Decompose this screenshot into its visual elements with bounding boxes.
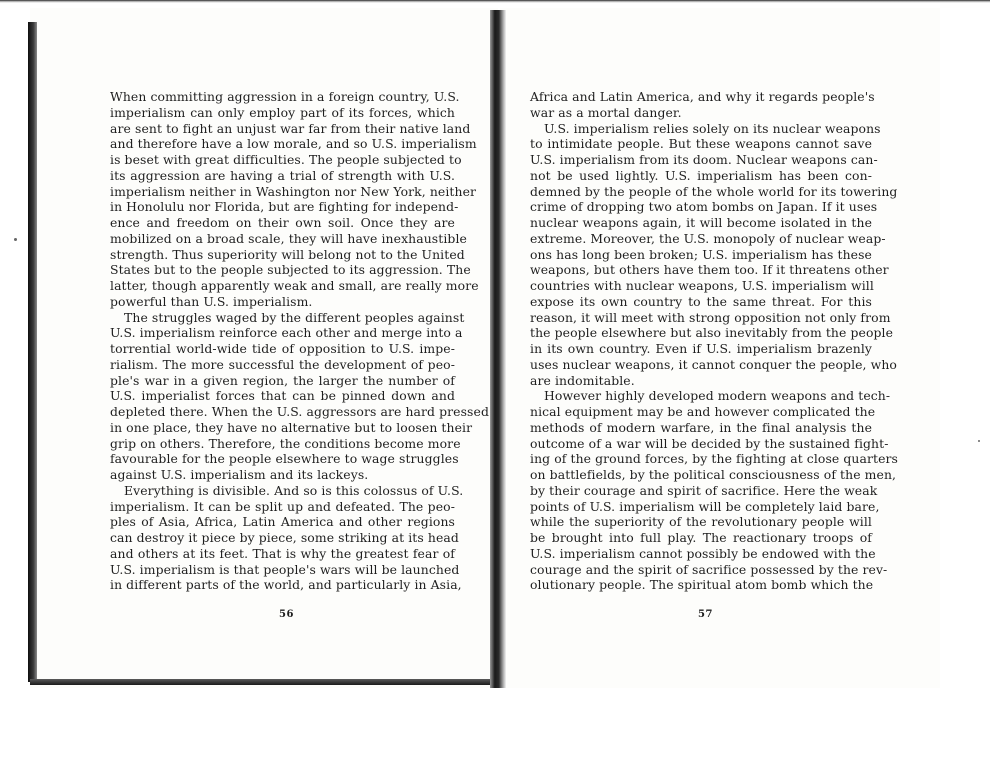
scan-speck — [978, 440, 980, 442]
text-line: the people elsewhere but also inevitably from the people — [530, 325, 894, 341]
text-line: outcome of a war will be decided by the sustained fight- — [530, 435, 889, 451]
text-line: is beset with great difficulties. The people subjected to — [110, 152, 462, 167]
text-line: demned by the people of the whole world for its towering — [530, 183, 898, 199]
text-line: while the superiority of the revolutionary people will — [530, 514, 872, 530]
text-line: be brought into full play. The reactionary troops of — [530, 530, 872, 545]
text-line: extreme. Moreover, the U.S. monopoly of nuclear weap- — [530, 230, 886, 246]
text-line: favourable for the people elsewhere to wage struggles — [110, 451, 459, 467]
text-line: against U.S. imperialism and its lackeys. — [110, 467, 369, 482]
text-line: ple's war in a given region, the larger the number of — [110, 372, 455, 388]
text-line: rialism. The more successful the development of peo- — [110, 356, 455, 372]
page-number: 56 — [279, 609, 294, 620]
text-line: grip on others. Therefore, the conditions become more — [110, 435, 461, 451]
text-line: imperialism. It can be split up and defeated. The peo- — [110, 498, 455, 514]
text-line: However highly developed modern weapons and tech- — [544, 388, 891, 404]
text-line: imperialism can only employ part of its forces, which — [110, 104, 455, 120]
text-line: in different parts of the world, and particularly in Asia, — [110, 577, 462, 593]
text-line: depleted there. When the U.S. aggressors are hard pressed — [110, 404, 489, 419]
left-page-edge-shadow — [28, 22, 37, 682]
text-line: and therefore have a low morale, and so U.S. imperialism — [110, 136, 477, 152]
text-line: ples of Asia, Africa, Latin America and other regions — [110, 514, 455, 530]
text-line: are sent to fight an unjust war far from their native land — [110, 120, 471, 136]
bottom-page-edge-shadow — [30, 679, 492, 685]
text-line: U.S. imperialism reinforce each other and merge into a — [110, 325, 463, 341]
text-line: powerful than U.S. imperialism. — [110, 293, 313, 309]
left-page-text — [110, 89, 489, 593]
text-line: ing of the ground forces, by the fighting at close quarters — [530, 451, 899, 467]
text-line: are indomitable. — [530, 372, 635, 388]
text-line: and others at its feet. That is why the greatest fear of — [110, 545, 455, 561]
text-line: ence and freedom on their own soil. Once they are — [110, 215, 455, 230]
text-line: U.S. imperialism relies solely on its nuclear weapons — [544, 120, 881, 136]
text-line: on battlefields, by the political consciousness of the men, — [530, 467, 897, 482]
text-line: Everything is divisible. And so is this colossus of U.S. — [124, 482, 464, 498]
text-line: The struggles waged by the different peoples against — [124, 309, 465, 325]
text-line: by their courage and spirit of sacrifice. Here the weak — [530, 482, 878, 498]
text-line: U.S. imperialism from its doom. Nuclear weapons can- — [530, 152, 878, 167]
text-line: imperialism neither in Washington nor New York, neither — [110, 183, 477, 199]
text-line: can destroy it piece by piece, some striking at its head — [110, 530, 459, 545]
text-line: reason, it will meet with strong opposition not only from — [530, 309, 891, 325]
book-gutter — [490, 10, 506, 688]
text-line: in one place, they have no alternative but to loosen their — [110, 419, 473, 435]
text-line: strength. Thus superiority will belong not to the United — [110, 246, 465, 262]
text-line: in Honolulu nor Florida, but are fighting for independ- — [110, 199, 459, 215]
scan-top-edge — [0, 0, 990, 3]
text-line: Africa and Latin America, and why it regards people's — [530, 89, 875, 104]
text-line: torrential world-wide tide of opposition to U.S. impe- — [110, 341, 455, 356]
text-line: expose its own country to the same threat. For this — [530, 293, 872, 309]
scan-speck — [14, 238, 17, 241]
text-line: U.S. imperialist forces that can be pinned down and — [110, 388, 455, 404]
text-line: U.S. imperialism is that people's wars will be launched — [110, 561, 460, 577]
text-line: in its own country. Even if U.S. imperialism brazenly — [530, 341, 872, 356]
text-line: points of U.S. imperialism will be completely laid bare, — [530, 498, 880, 514]
right-page-text — [530, 89, 899, 593]
text-line: crime of dropping two atom bombs on Japan. If it uses — [530, 199, 878, 215]
text-line: weapons, but others have them too. If it threatens other — [530, 262, 889, 278]
text-line: to intimidate people. But these weapons cannot save — [530, 136, 872, 152]
text-line: not be used lightly. U.S. imperialism has been con- — [530, 167, 872, 183]
text-line: methods of modern warfare, in the final analysis the — [530, 419, 872, 435]
text-line: nuclear weapons again, it will become isolated in the — [530, 215, 872, 230]
text-line: U.S. imperialism cannot possibly be endowed with the — [530, 545, 876, 561]
text-line: countries with nuclear weapons, U.S. imperialism will — [530, 278, 874, 293]
text-line: mobilized on a broad scale, they will have inexhaustible — [110, 230, 467, 246]
text-line: When committing aggression in a foreign country, U.S. — [110, 89, 460, 104]
text-line: its aggression are having a trial of strength with U.S. — [110, 167, 455, 183]
text-line: nical equipment may be and however complicated the — [530, 404, 876, 419]
text-line: olutionary people. The spiritual atom bomb which the — [530, 577, 874, 593]
text-line: latter, though apparently weak and small, are really more — [110, 278, 479, 293]
text-line: courage and the spirit of sacrifice possessed by the rev- — [530, 561, 888, 577]
text-line: uses nuclear weapons, it cannot conquer the people, who — [530, 356, 897, 372]
text-line: ons has long been broken; U.S. imperialism has these — [530, 246, 872, 262]
text-line: States but to the people subjected to its aggression. The — [110, 262, 471, 278]
page-number: 57 — [698, 609, 713, 620]
text-line: war as a mortal danger. — [530, 104, 682, 120]
